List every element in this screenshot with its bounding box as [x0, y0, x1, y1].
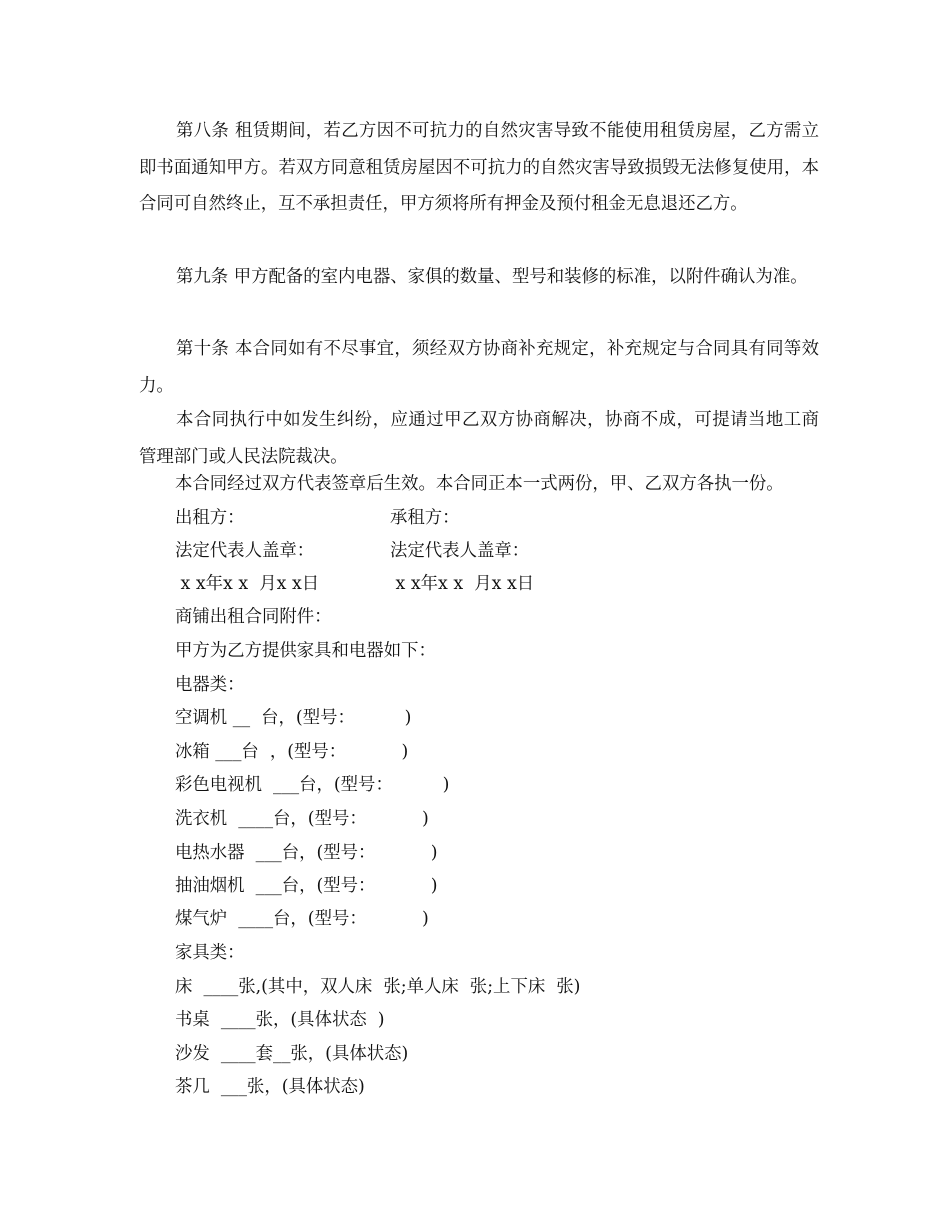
furniture-item: 沙发 ____套__张，(具体状态)	[175, 1044, 409, 1064]
effective-clause: 本合同经过双方代表签章后生效。本合同正本一式两份，甲、乙双方各执一份。	[175, 474, 784, 494]
appliance-item: 抽油烟机 ___台，(型号： )	[175, 876, 438, 896]
annex-intro: 甲方为乙方提供家具和电器如下：	[175, 641, 436, 661]
article-9: 第九条 甲方配备的室内电器、家俱的数量、型号和装修的标准，以附件确认为准。	[176, 267, 808, 287]
furniture-item: 茶几 ___张，(具体状态)	[175, 1077, 365, 1097]
appliance-item: 冰箱 ___台 ，(型号： )	[175, 742, 409, 762]
article-10: 第十条 本合同如有不尽事宜，须经双方协商补充规定，补充规定与合同具有同等效力。	[139, 339, 819, 396]
article-8: 第八条 租赁期间，若乙方因不可抗力的自然灾害导致不能使用租赁房屋，乙方需立即书面通知甲方。若双方同意租赁房屋因不可抗力的自然灾害导致损毁无法修复使用，本合同可自然终止，互不承担责任，甲方须将所有押金及预付租金无息退还乙方。	[139, 121, 819, 214]
appliance-item: 洗衣机 ____台，(型号： )	[175, 809, 429, 829]
appliance-item: 电热水器 ___台，(型号： )	[175, 843, 438, 863]
furniture-item: 书桌 ____张，(具体状态 )	[175, 1010, 385, 1030]
lessee-date: x x年x x 月x x日	[390, 574, 535, 594]
lessor-date: x x年x x 月x x日	[175, 574, 320, 594]
appliance-item: 空调机 __ 台，(型号： )	[175, 708, 412, 728]
lessee-label: 承租方：	[390, 508, 460, 528]
annex-title: 商铺出租合同附件：	[175, 607, 332, 627]
lessor-label: 出租方：	[175, 508, 245, 528]
dispute-clause: 本合同执行中如发生纠纷，应通过甲乙双方协商解决，协商不成，可提请当地工商管理部门或人民法院裁决。	[139, 410, 819, 467]
appliance-item: 彩色电视机 ___台，(型号： )	[175, 775, 450, 795]
appliance-heading: 电器类：	[175, 675, 245, 695]
appliance-item: 煤气炉 ____台，(型号： )	[175, 909, 429, 929]
lessee-rep-label: 法定代表人盖章：	[390, 541, 530, 561]
furniture-item: 床 ____张,(其中，双人床 张;单人床 张;上下床 张)	[175, 977, 581, 997]
lessor-rep-label: 法定代表人盖章：	[175, 541, 315, 561]
furniture-heading: 家具类：	[175, 943, 245, 963]
